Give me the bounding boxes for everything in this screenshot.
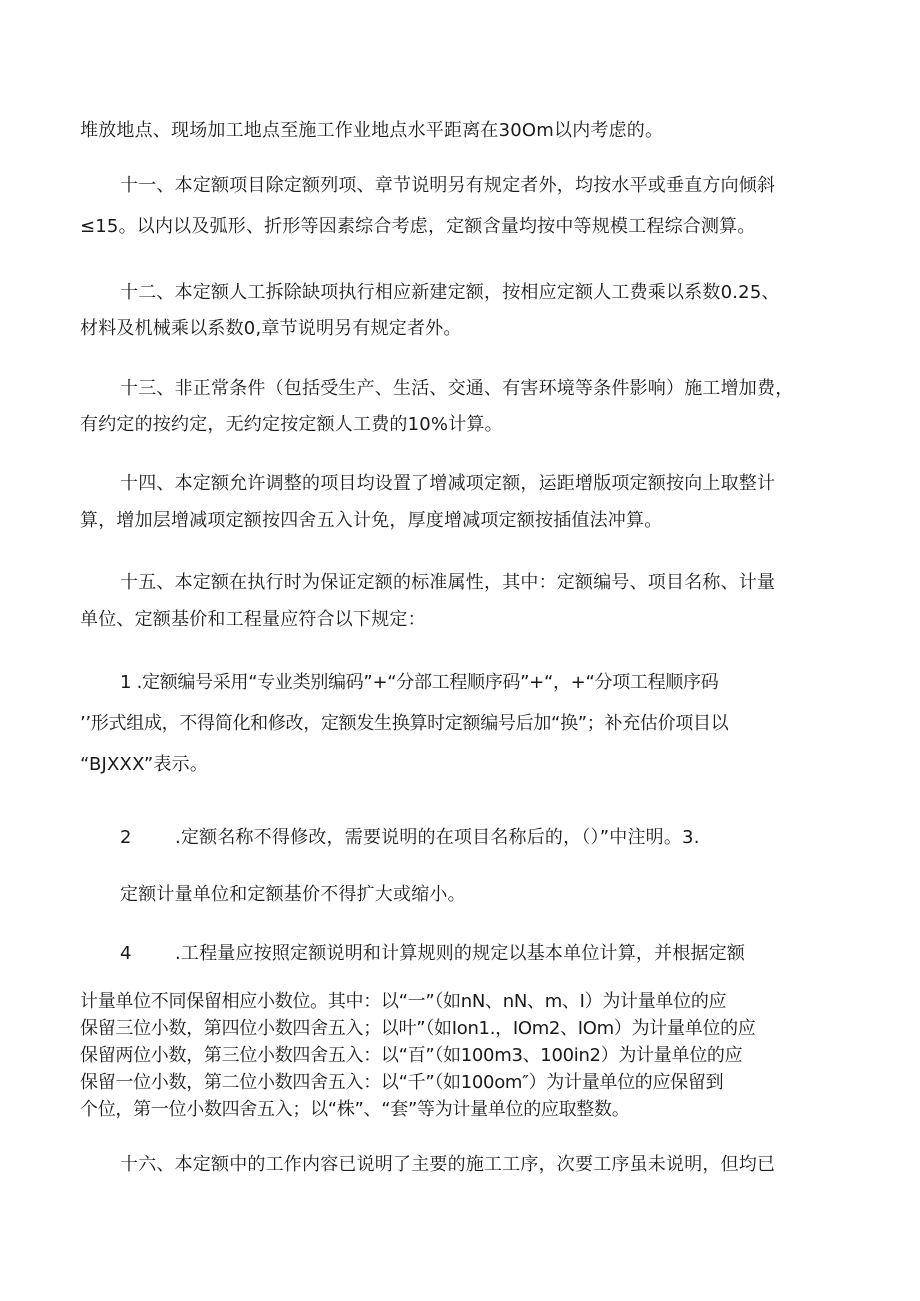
paragraph-11-line-2: ≤15。以内以及弧形、折形等因素综合考虑，定额含量均按中等规模工程综合测算。: [80, 216, 756, 237]
item-3-text: 定额计量单位和定额基价不得扩大或缩小。: [120, 884, 466, 905]
item-4-line-4: 保留两位小数，第三位小数四舍五入：以“百”（如100m3、100in2）为计量单位的应: [80, 1045, 743, 1066]
item-1-line-1: 1 .定额编号采用“专业类别编码”+“分部工程顺序码”+“，+“分项工程顺序码: [120, 672, 719, 693]
paragraph-14-line-2: 算，增加层增减项定额按四舍五入计免，厚度增减项定额按插值法冲算。: [80, 510, 663, 531]
paragraph-15-line-2: 单位、定额基价和工程量应符合以下规定：: [80, 609, 426, 630]
paragraph-12-line-2: 材料及机械乘以系数0,章节说明另有规定者外。: [80, 318, 462, 339]
item-2-text: .定额名称不得修改，需要说明的在项目名称后的，（）”中注明。3.: [175, 827, 700, 848]
item-4-line-5: 保留一位小数，第二位小数四舍五入：以“千”（如100om″）为计量单位的应保留到: [80, 1072, 724, 1093]
item-4-text: .工程量应按照定额说明和计算规则的规定以基本单位计算，并根据定额: [175, 943, 746, 964]
paragraph-15-line-1: 十五、本定额在执行时为保证定额的标准属性，其中：定额编号、项目名称、计量: [120, 572, 776, 593]
text-line: 堆放地点、现场加工地点至施工作业地点水平距离在30Om以内考虑的。: [80, 120, 664, 141]
paragraph-16-line-1: 十六、本定额中的工作内容已说明了主要的施工工序，次要工序虽未说明，但均已: [120, 1154, 776, 1175]
item-2-number: 2: [120, 827, 132, 848]
item-4-line-3: 保留三位小数，第四位小数四舍五入；以叶”（如Ion1.，IOm2、IOm）为计量单位的应: [80, 1018, 756, 1039]
paragraph-13-line-2: 有约定的按约定，无约定按定额人工费的10%计算。: [80, 414, 503, 435]
paragraph-12-line-1: 十二、本定额人工拆除缺项执行相应新建定额，按相应定额人工费乘以系数0.25、: [120, 282, 780, 303]
item-1-line-3: “BJXXX”表示。: [80, 754, 209, 775]
item-4-number: 4: [120, 943, 132, 964]
item-1-line-2: ’’形式组成，不得简化和修改，定额发生换算时定额编号后加“换”；补充估价项目以: [80, 713, 729, 734]
item-4-line-6: 个位，第一位小数四舍五入；以“株”、“套”等为计量单位的应取整数。: [80, 1099, 630, 1120]
paragraph-11-line-1: 十一、本定额项目除定额列项、章节说明另有规定者外，均按水平或垂直方向倾斜: [120, 175, 776, 196]
item-4-line-2: 计量单位不同保留相应小数位。其中：以“一”（如nN、nN、m、I）为计量单位的应: [80, 991, 727, 1012]
paragraph-14-line-1: 十四、本定额允许调整的项目均设置了增减项定额，运距增版项定额按向上取整计: [120, 473, 776, 494]
paragraph-13-line-1: 十三、非正常条件（包括受生产、生活、交通、有害环境等条件影响）施工增加费，: [120, 378, 794, 399]
